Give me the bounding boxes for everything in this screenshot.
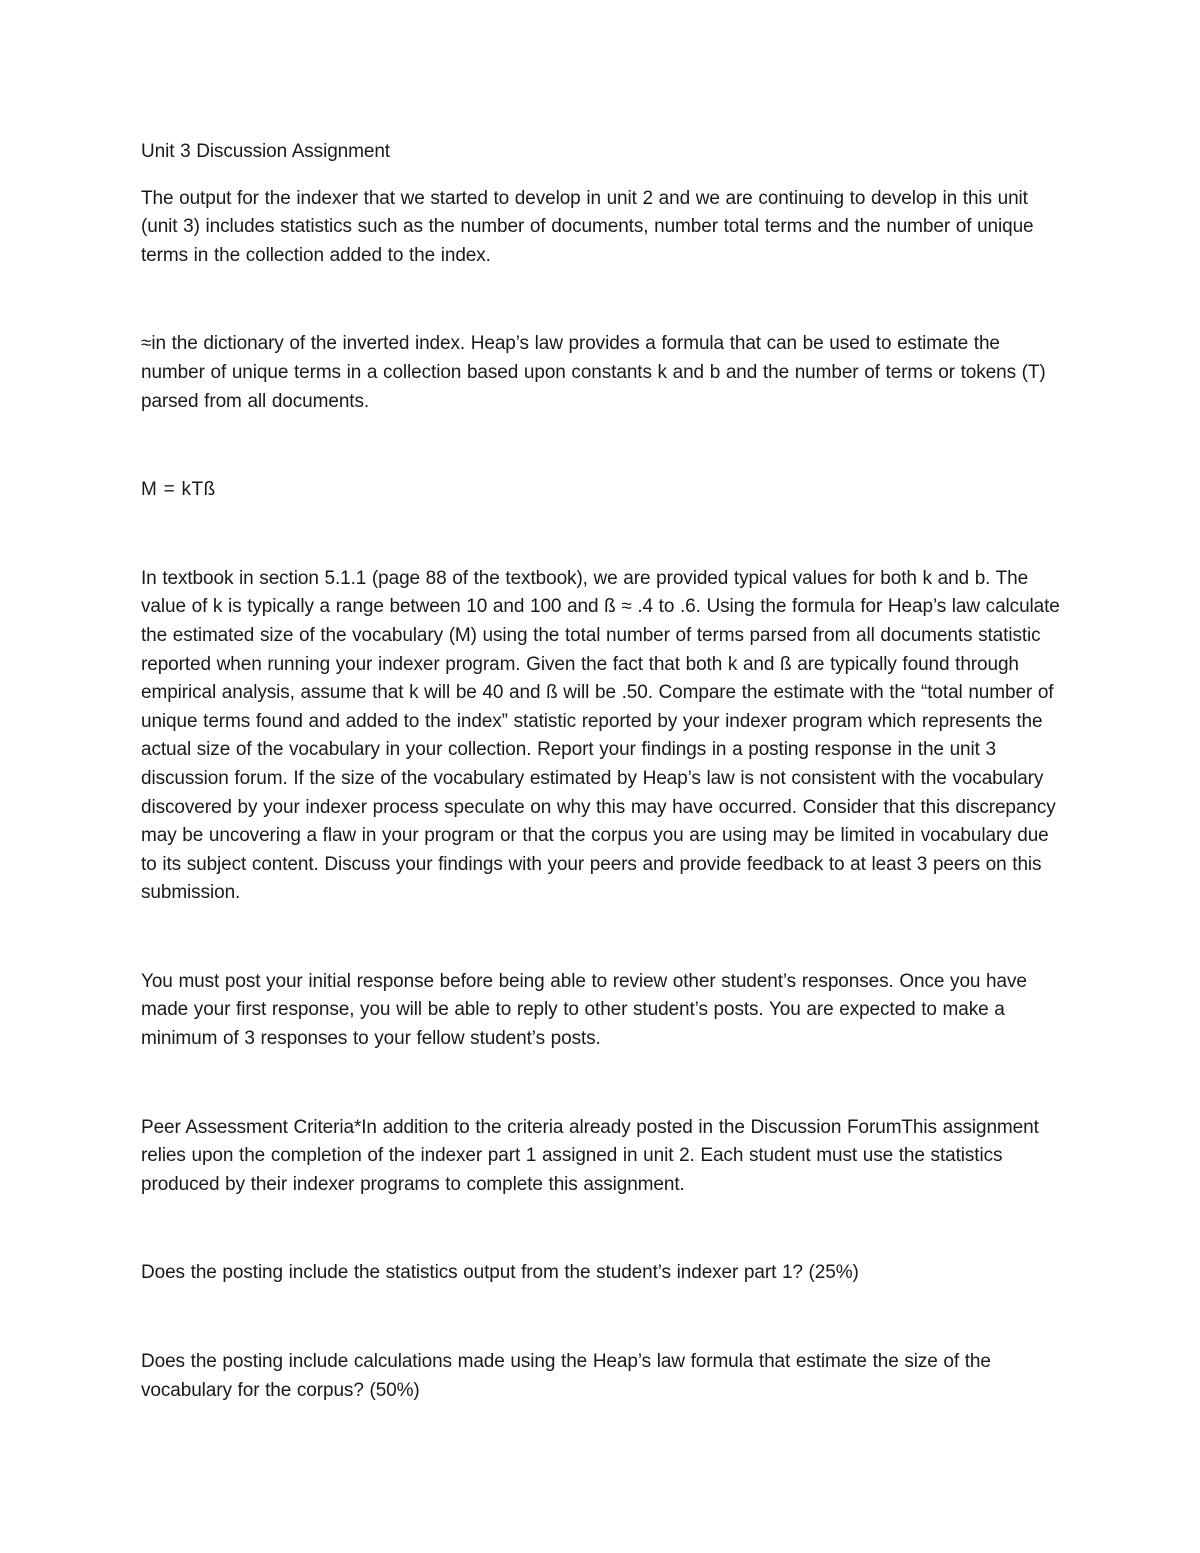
heaps-law-paragraph: ≈in the dictionary of the inverted index. Heap’s law provides a formula that can be used to estimate the number of unique terms in a collection based upon constants k and b and the number of terms or tokens (T) parsed from all documents. — [141, 333, 1046, 412]
criterion-1: Does the posting include the statistics output from the student’s indexer part 1? (25%) — [141, 1262, 859, 1284]
instructions-paragraph: In textbook in section 5.1.1 (page 88 of the textbook), we are provided typical values for both k and b. The value of k is typically a range between 10 and 100 and ß ≈ .4 to .6. Using the formula for Heap’s law calculate the estimated size of the vocabulary (M) using the total number of terms parsed from all documents statistic reported when running your indexer program. Given the fact that both k and ß are typically found through empirical analysis, assume that k will be 40 and ß will be .50. Compare the estimate with the “total number of unique terms found and added to the index” statistic reported by your indexer program which represents the actual size of the vocabulary in your collection. Report your findings in a posting response in the unit 3 discussion forum. If the size of the vocabulary estimated by Heap’s law is not consistent with the vocabulary discovered by your indexer process speculate on why this may have occurred. Consider that this discrepancy may be uncovering a flaw in your program or that the corpus you are using may be limited in vocabulary due to its subject content. Discuss your findings with your peers and provide feedback to at least 3 peers on this submission. — [141, 567, 1060, 904]
posting-rules-paragraph: You must post your initial response before being able to review other student’s responses. Once you have made your first response, you will be able to reply to other student’s posts. You are expected to make a minimum of 3 responses to your fellow student’s posts. — [141, 970, 1027, 1050]
formula-line: M = kTß — [141, 479, 216, 501]
peer-assessment-paragraph: Peer Assessment Criteria*In addition to the criteria already posted in the Discussion ForumThis assignment relies upon the completion of the indexer part 1 assigned in unit 2. Each student must use the statistics produced by their indexer programs to complete this assignment. — [141, 1116, 1039, 1195]
document-title: Unit 3 Discussion Assignment — [141, 141, 390, 162]
criterion-2: Does the posting include calculations made using the Heap’s law formula that estimate the size of the vocabulary for the corpus? (50%) — [141, 1351, 991, 1401]
document-body — [141, 138, 1066, 1405]
intro-paragraph: The output for the indexer that we started to develop in unit 2 and we are continuing to develop in this unit (unit 3) includes statistics such as the number of documents, number total terms and the number of unique terms in the collection added to the index. — [141, 187, 1034, 266]
